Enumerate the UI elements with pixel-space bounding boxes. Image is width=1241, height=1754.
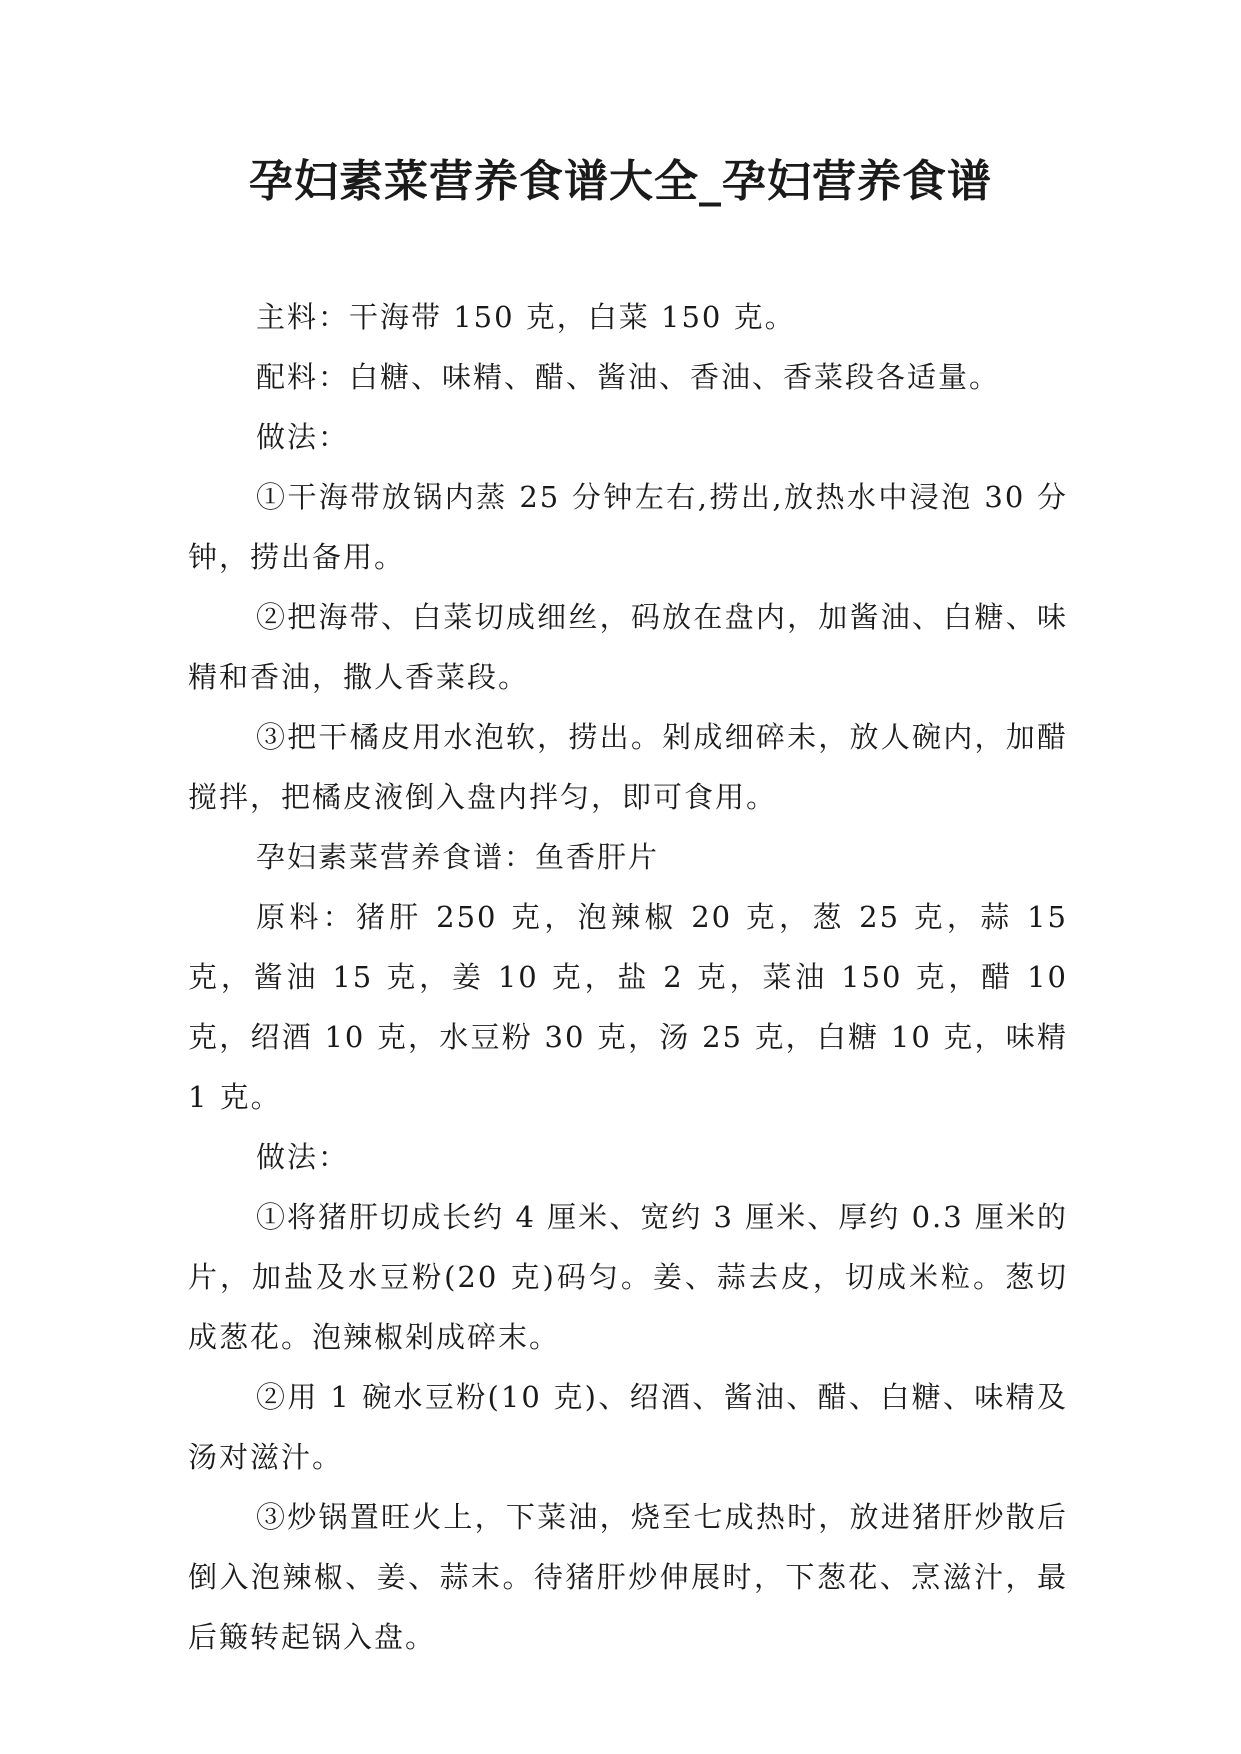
paragraph-recipe-heading: 孕妇素菜营养食谱：鱼香肝片 [256,840,660,874]
paragraph-step-2: ②把海带、白菜切成细丝，码放在盘内，加酱油、白糖、味精和香油，撒人香菜段。 [188,600,1068,694]
paragraph-step-3: ③把干橘皮用水泡软，捞出。剁成细碎未，放人碗内，加醋搅拌，把橘皮液倒入盘内拌匀，即可食用。 [188,720,1068,814]
paragraph-step-3b: ③炒锅置旺火上，下菜油，烧至七成热时，放进猪肝炒散后倒入泡辣椒、姜、蒜末。待猪肝炒伸展时，下葱花、烹滋汁，最后簸转起锅入盘。 [188,1500,1068,1654]
paragraph-step-2b: ②用 1 碗水豆粉(10 克)、绍酒、酱油、醋、白糖、味精及汤对滋汁。 [188,1380,1068,1474]
document-title: 孕妇素菜营养食谱大全_孕妇营养食谱 [249,156,992,207]
document-body [188,287,1068,1667]
paragraph-step-1: ①干海带放锅内蒸 25 分钟左右,捞出,放热水中浸泡 30 分钟，捞出备用。 [188,480,1068,574]
paragraph-side-ingredients: 配料：白糖、味精、醋、酱油、香油、香菜段各适量。 [256,360,1001,394]
paragraph-main-ingredients: 主料：干海带 150 克，白菜 150 克。 [256,300,796,334]
paragraph-method-heading: 做法： [256,420,350,454]
paragraph-raw-ingredients: 原料：猪肝 250 克，泡辣椒 20 克，葱 25 克，蒜 15 克，酱油 15 克，姜 10 克，盐 2 克，菜油 150 克，醋 10 克，绍酒 10 克，水豆粉 30 克，汤 25 克，白糖 10 克，味精 1 克。 [188,900,1068,1114]
paragraph-step-1b: ①将猪肝切成长约 4 厘米、宽约 3 厘米、厚约 0.3 厘米的片，加盐及水豆粉(20 克)码匀。姜、蒜去皮，切成米粒。葱切成葱花。泡辣椒剁成碎末。 [188,1200,1068,1354]
paragraph-method-heading-2: 做法： [256,1140,350,1174]
